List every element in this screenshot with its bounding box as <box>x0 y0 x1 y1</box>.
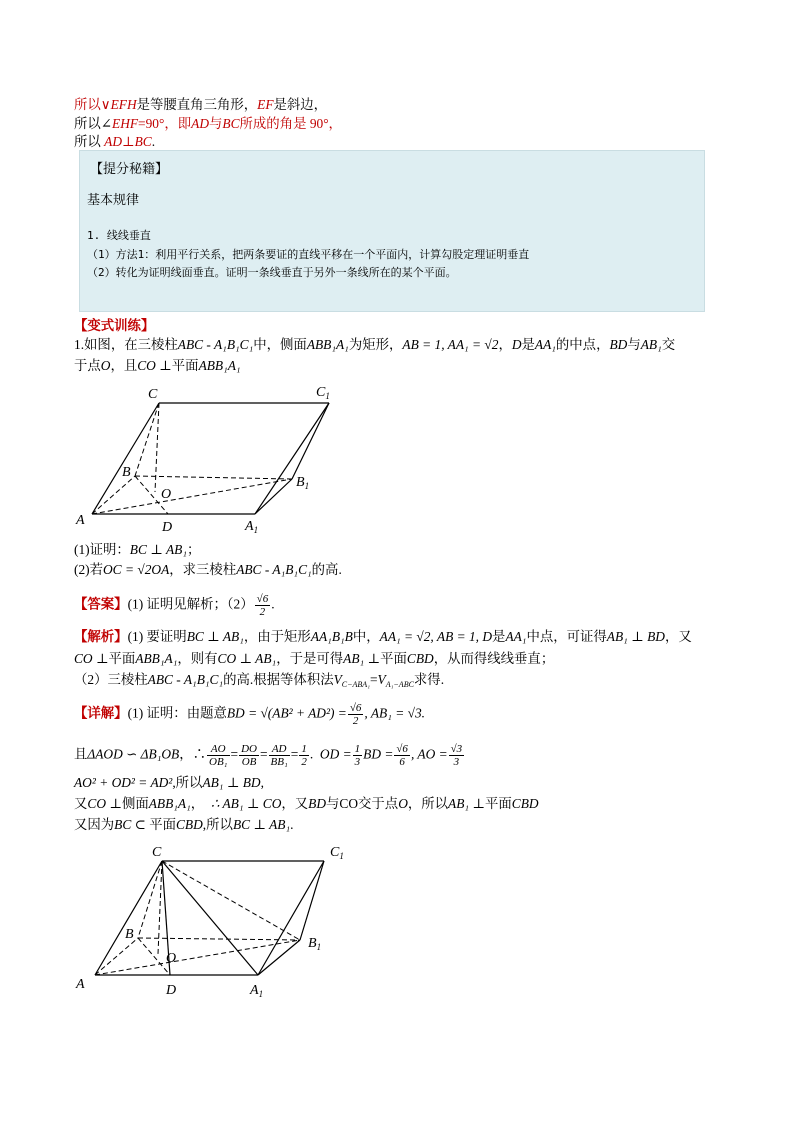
answer-end: . <box>271 596 275 612</box>
detail-line-2 <box>74 743 465 768</box>
detail-text: , <box>260 775 264 790</box>
answer-text: (1) 证明见解析；（2） <box>127 596 254 612</box>
analysis-label: 【解析】 <box>74 630 128 645</box>
label-D: D <box>162 520 173 535</box>
analysis-line-1 <box>74 628 692 647</box>
analysis-text: 求得. <box>413 672 445 687</box>
detail-math: CO ⊥ <box>87 796 122 811</box>
detail-text: 又 <box>74 796 88 811</box>
q-text: ， <box>498 337 512 352</box>
q-math: D <box>511 337 522 352</box>
detail-text: = <box>290 746 299 762</box>
tips-heading: 基本规律 <box>87 193 140 208</box>
part-math: OC = √2OA <box>103 562 170 577</box>
analysis-text: （2）三棱柱 <box>74 672 148 687</box>
label-A: A <box>76 977 85 992</box>
part-text: ； <box>186 542 201 557</box>
label-C1: $C_1$ <box>330 845 344 861</box>
part-text: ，求三棱柱 <box>169 562 237 577</box>
q-math: ABB₁A₁ <box>198 358 241 373</box>
analysis-text: ，则有 <box>177 651 218 666</box>
analysis-math: AA₁ <box>505 629 527 644</box>
volume-2: $V_{A_1-ABC}$ <box>377 672 414 689</box>
ratio-ad-bb1: $\frac{AD}{\text{BB₁}}$ <box>270 743 288 768</box>
intro-math: AD⊥BC <box>104 134 152 149</box>
edge-CO <box>155 403 159 492</box>
tips-item-1-1: （1）方法1：利用平行关系，把两条要证的直线平移在一个平面内，计算勾股定理证明垂直 <box>87 248 530 261</box>
ratio-do-ob: $\frac{DO}{OB}$ <box>241 743 257 768</box>
ratio-half: $\frac{1}{2}$ <box>301 743 307 768</box>
intro-math: EFH <box>110 97 137 112</box>
analysis-text: 平面 <box>380 651 407 666</box>
detail-line-4 <box>74 795 539 813</box>
intro-math: EHF <box>112 116 139 131</box>
detail-math: OD = <box>319 746 352 762</box>
detail-math: O <box>398 796 408 811</box>
edge-AB1 <box>92 479 292 514</box>
detail-math: , AO = <box>410 746 448 762</box>
edge-BB1 <box>135 476 292 479</box>
q-math: BD <box>609 337 628 352</box>
detail-math: AB₁ ⊥ BD <box>202 775 261 790</box>
detail-label: 【详解】 <box>74 706 128 722</box>
analysis-text: 中点，可证得 <box>526 629 607 644</box>
detail-math: BD <box>308 796 327 811</box>
detail-text: = <box>259 746 268 762</box>
detail-line-1 <box>74 702 425 727</box>
analysis-text: ，由于矩形 <box>243 629 311 644</box>
q-math: O <box>100 358 111 373</box>
detail-text: 侧面 <box>121 796 149 811</box>
intro-math: EF <box>257 97 274 112</box>
detail-text: ，所以 <box>407 796 449 811</box>
intro-line-2 <box>74 115 342 133</box>
analysis-text: 是 <box>492 629 506 644</box>
analysis-text: = <box>369 672 378 687</box>
part-math: ABC - A₁B₁C₁ <box>236 562 312 577</box>
question-line-2 <box>74 357 241 375</box>
q-text: 1.如图，在三棱柱 <box>74 337 178 352</box>
label-C1: $C_1$ <box>316 385 330 401</box>
analysis-line-3 <box>74 671 444 694</box>
analysis-text: ，又 <box>664 629 692 644</box>
detail-math: ∴ AB₁ ⊥ CO <box>210 796 282 811</box>
edge-C1B1 <box>292 403 329 479</box>
intro-text: =90°，即 <box>138 116 192 131</box>
analysis-math: AB₁ ⊥ <box>343 651 381 666</box>
q-text: 于点 <box>74 358 101 373</box>
label-B1: $B_1$ <box>308 936 322 952</box>
detail-text: 且 <box>74 746 88 762</box>
detail-math: BD = √(AB² + AD²) = <box>226 705 347 721</box>
analysis-math: CO ⊥ AB₁ <box>217 651 277 666</box>
intro-text: 是等腰直角三角形， <box>136 97 258 112</box>
q-math: ABB₁A₁ <box>306 337 349 352</box>
volume-1: $V_{C-ABA_1}$ <box>333 672 370 689</box>
detail-text: 平面 <box>485 796 512 811</box>
tips-item-1-2: （2）转化为证明线面垂直。证明一条线垂直于另外一条线所在的某个平面。 <box>87 266 457 279</box>
detail-text: ,所以 <box>172 775 203 790</box>
detail-math: ABB₁A₁ <box>148 796 191 811</box>
intro-line-1 <box>74 96 327 114</box>
detail-line-5 <box>74 816 293 834</box>
detail-math: AB₁ ⊥ <box>448 796 485 811</box>
edge-BB1 <box>138 938 300 940</box>
intro-text: 所以∨ <box>74 97 111 112</box>
detail-math: BD = <box>363 746 394 762</box>
detail-text: ，又 <box>281 796 309 811</box>
answer-line <box>74 593 275 618</box>
tips-item-1: 1. 线线垂直 <box>87 229 151 242</box>
part-text: 的高. <box>311 562 342 577</box>
prism-figure-2 <box>70 838 360 1008</box>
q-text: 平面 <box>171 358 199 373</box>
analysis-math: AA₁ = √2, AB = 1, D <box>379 629 493 644</box>
analysis-text: 的高.根据等体积法 <box>223 672 334 687</box>
label-A1: $A_1$ <box>250 983 264 999</box>
part-text: (2)若 <box>74 562 104 577</box>
intro-text: 所成的角是 90°， <box>239 116 342 131</box>
detail-text: . <box>290 817 294 832</box>
analysis-text: (1) 要证明 <box>127 629 187 644</box>
q-text: 交 <box>661 337 676 352</box>
label-C: C <box>152 845 162 860</box>
analysis-text: ，从而得线线垂直； <box>433 651 555 666</box>
q-math: CO ⊥ <box>137 358 172 373</box>
analysis-math: ABC - A₁B₁C₁ <box>147 672 224 687</box>
detail-text: = <box>230 746 239 762</box>
q-math: AB₁ <box>640 337 662 352</box>
edge-C1A1 <box>258 861 324 975</box>
part-2 <box>74 561 342 579</box>
ratio-ao-ob1: $\frac{AO}{\text{OB₁}}$ <box>209 743 228 768</box>
edge-AB <box>92 476 135 514</box>
tips-box <box>79 150 705 312</box>
edge-C1B1 <box>300 861 324 940</box>
analysis-text: 中， <box>352 629 380 644</box>
analysis-math: CBD <box>406 651 434 666</box>
label-O: O <box>166 951 177 966</box>
intro-text: 所以 <box>74 134 105 149</box>
detail-math: AO² + OD² = AD² <box>74 775 173 790</box>
prism-figure-1 <box>70 380 340 535</box>
detail-text: ， <box>190 796 205 811</box>
answer-fraction: $\frac{√6}{2}$ <box>256 593 269 618</box>
analysis-math: AB₁ ⊥ BD <box>606 629 665 644</box>
frac-ao: $\frac{√3}{3}$ <box>450 743 463 768</box>
edge-CB <box>135 403 159 476</box>
part-1 <box>74 541 200 559</box>
analysis-math: CO ⊥ <box>74 651 109 666</box>
q-text: 中，侧面 <box>253 337 307 352</box>
label-C: C <box>148 387 158 402</box>
detail-math: BC ⊂ <box>114 817 146 832</box>
analysis-math: AA₁B₁B <box>310 629 353 644</box>
edge-AB <box>95 938 138 975</box>
detail-math: CBD <box>511 796 539 811</box>
label-D: D <box>166 983 177 998</box>
q-math: AA₁ <box>534 337 556 352</box>
q-text: 为矩形， <box>348 337 403 352</box>
detail-text: ，∴ <box>179 746 207 762</box>
label-B: B <box>122 465 131 480</box>
detail-text: ,所以 <box>202 817 233 832</box>
intro-text: . <box>151 134 156 149</box>
edge-CO <box>158 861 162 954</box>
q-text: 与 <box>627 337 641 352</box>
q-text: 的中点， <box>555 337 610 352</box>
frac-od: $\frac{√6}{6}$ <box>396 743 408 768</box>
intro-math: BC <box>222 116 240 131</box>
label-A1: $A_1$ <box>245 519 259 535</box>
detail-text: 平面 <box>149 817 176 832</box>
tips-title: 【提分秘籍】 <box>90 162 169 177</box>
analysis-math: ABB₁A₁ <box>135 651 178 666</box>
q-math: AB = 1, AA₁ = √2 <box>402 337 499 352</box>
detail-math: ΔAOD ∽ ΔB₁OB <box>87 746 180 762</box>
detail-math: CBD <box>176 817 203 832</box>
detail-text: 又因为 <box>74 817 115 832</box>
analysis-math: BC ⊥ AB₁ <box>186 629 244 644</box>
intro-text: 所以∠ <box>74 116 113 131</box>
edge-AB1 <box>95 940 300 975</box>
detail-text: (1) 证明：由题意 <box>127 705 227 721</box>
label-A: A <box>76 513 85 528</box>
exercise-label: 【变式训练】 <box>74 319 155 334</box>
edge-CA <box>92 403 159 514</box>
detail-math: , AB₁ = √3. <box>364 705 425 721</box>
intro-line-3 <box>74 133 155 151</box>
part-text: (1)证明： <box>74 542 130 557</box>
q-text: ，且 <box>110 358 138 373</box>
label-B: B <box>125 927 134 942</box>
answer-label: 【答案】 <box>74 597 128 613</box>
edge-CA1 <box>162 861 258 975</box>
edge-CB1 <box>162 861 300 940</box>
detail-fraction: $\frac{√6}{2}$ <box>349 702 362 727</box>
detail-math: BC ⊥ AB₁ <box>232 817 291 832</box>
analysis-text: 平面 <box>108 651 136 666</box>
edge-B1A1 <box>258 940 300 975</box>
edge-C1A1 <box>255 403 329 514</box>
part-math: BC ⊥ AB₁ <box>129 542 187 557</box>
detail-line-3 <box>74 774 264 792</box>
analysis-text: ，于是可得 <box>276 651 344 666</box>
q-math: ABC - A₁B₁C₁ <box>177 337 254 352</box>
label-B1: $B_1$ <box>296 475 310 491</box>
intro-math: AD <box>191 116 209 131</box>
question-line-1 <box>74 336 675 354</box>
label-O: O <box>161 487 172 502</box>
q-text: 是 <box>521 337 535 352</box>
edge-CB <box>138 861 162 938</box>
analysis-line-2 <box>74 650 554 668</box>
detail-text: . <box>309 746 314 762</box>
exercise-label-line <box>74 317 154 336</box>
edge-CA <box>95 861 162 975</box>
frac-third: $\frac{1}{3}$ <box>354 743 361 768</box>
intro-text: 是斜边， <box>273 97 328 112</box>
detail-text: 与CO交于点 <box>326 796 399 811</box>
intro-text: 与 <box>209 116 223 131</box>
